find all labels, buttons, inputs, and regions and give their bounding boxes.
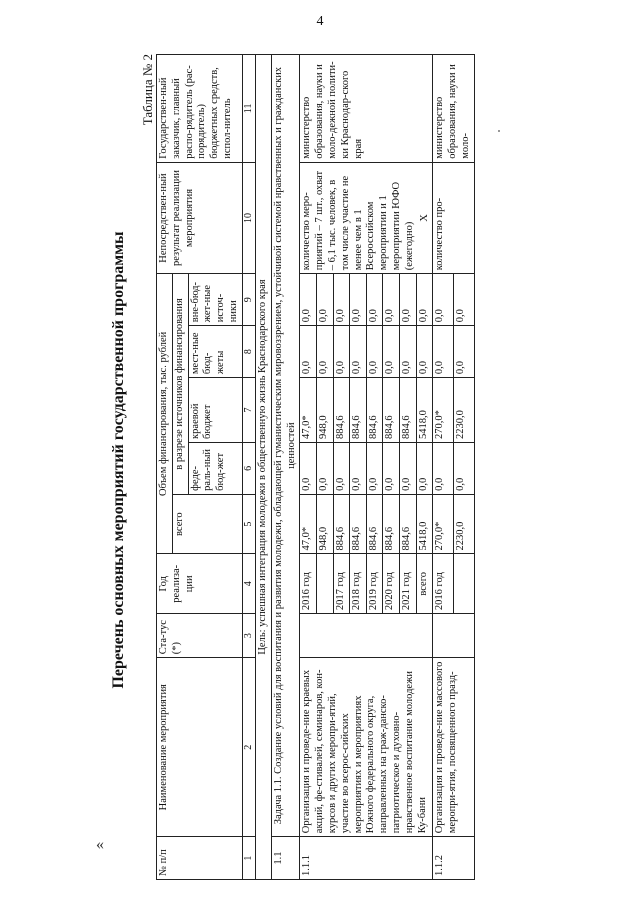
header-name: Наименование мероприятия (157, 658, 243, 837)
row-regional: 948,0 (316, 378, 333, 443)
row-total: 884,6 (350, 494, 367, 554)
row-total: 5418,0 (416, 494, 433, 554)
row-regional: 884,6 (333, 378, 350, 443)
table-row (300, 55, 317, 880)
header-num: № п/п (157, 837, 243, 880)
row-year: 2017 год (333, 554, 350, 614)
col-number: 2 (242, 658, 255, 837)
item-name: Организация и проведе-ние краевых акций, фе-стивалей, семинаров, кон-курсов и других меропри-ятий, участие во всерос-сийских мероприятиях и мероприятиях Южного федерального округа, направленных на граж-данско-патриотическое и духовно-нравственное воспитание молодежи Ку-бани (300, 658, 433, 837)
item-status (433, 614, 474, 658)
row-extra: 0,0 (433, 274, 454, 326)
row-regional: 884,6 (383, 378, 400, 443)
row-total: 884,6 (383, 494, 400, 554)
item-result-mark: Х (418, 214, 430, 222)
item-result: количество про- (433, 162, 474, 274)
col-number: 9 (242, 274, 255, 326)
rotated-content (110, 40, 605, 880)
row-total: 47,0* (300, 494, 317, 554)
column-number-row (242, 55, 255, 880)
row-extra: 0,0 (366, 274, 383, 326)
task-num: 1.1 (271, 837, 300, 880)
row-extra: 0,0 (316, 274, 333, 326)
row-local: 0,0 (333, 326, 350, 378)
header-total: всего (172, 494, 242, 554)
row-extra: 0,0 (400, 274, 417, 326)
row-local: 0,0 (350, 326, 367, 378)
col-number: 7 (242, 378, 255, 443)
row-federal: 0,0 (333, 442, 350, 494)
row-federal: 0,0 (416, 442, 433, 494)
row-local: 0,0 (433, 326, 454, 378)
header-regional: краевой бюджет (188, 378, 242, 443)
goal-text: Цель: успешная интеграция молодежи в общественную жизнь Краснодарского края (255, 55, 271, 880)
quote-mark: « (96, 836, 104, 853)
row-year: 2020 год (383, 554, 400, 614)
row-year: всего (416, 554, 433, 614)
item-customer: министерство образования, науки и моло- (433, 55, 474, 163)
header-result: Непосредствен-ный результат реализации мероприятия (157, 162, 243, 274)
item-result (300, 162, 433, 274)
col-number: 6 (242, 442, 255, 494)
table-label: Таблица № 2 (140, 54, 155, 126)
row-regional: 5418,0 (416, 378, 433, 443)
row-federal: 0,0 (316, 442, 333, 494)
header-extra: вне-бюд-жет-ные источ-ники (188, 274, 242, 326)
row-extra: 0,0 (350, 274, 367, 326)
item-num: 1.1.2 (433, 837, 474, 880)
item-status (300, 614, 433, 658)
row-federal: 0,0 (454, 442, 475, 494)
row-regional: 884,6 (400, 378, 417, 443)
col-number: 5 (242, 494, 255, 554)
row-federal: 0,0 (366, 442, 383, 494)
col-number: 10 (242, 162, 255, 274)
row-local: 0,0 (383, 326, 400, 378)
row-federal: 0,0 (400, 442, 417, 494)
header-customer: Государствен-ный заказчик, главный распо-рядитель (рас-порядитель) бюджетных средств, испол-нитель (157, 55, 243, 163)
row-extra: 0,0 (383, 274, 400, 326)
task-row (271, 55, 300, 880)
row-year (316, 554, 333, 614)
row-federal: 0,0 (350, 442, 367, 494)
document-title: Перечень основных мероприятий государственной программы (110, 231, 127, 689)
header-federal: феде-раль-ный бюд-жет (188, 442, 242, 494)
row-total: 884,6 (333, 494, 350, 554)
row-year: 2016 год (433, 554, 454, 614)
row-local: 0,0 (400, 326, 417, 378)
goal-row (255, 55, 271, 880)
row-regional: 47,0* (300, 378, 317, 443)
col-number: 4 (242, 554, 255, 614)
header-volume: Объем финансирования, тыс. рублей (157, 274, 173, 554)
row-local: 0,0 (300, 326, 317, 378)
row-year: 2018 год (350, 554, 367, 614)
row-extra: 0,0 (300, 274, 317, 326)
header-year: Год реализа-ции (157, 554, 243, 614)
item-name: Организация и проведе-ние массового меропри-ятия, посвященного празд- (433, 658, 474, 837)
row-regional: 2230,0 (454, 378, 475, 443)
row-federal: 0,0 (433, 442, 454, 494)
row-regional: 884,6 (366, 378, 383, 443)
row-total: 270,0* (433, 494, 454, 554)
row-year: 2019 год (366, 554, 383, 614)
row-regional: 270,0* (433, 378, 454, 443)
row-year: 2016 год (300, 554, 317, 614)
row-total: 884,6 (366, 494, 383, 554)
programme-table (156, 54, 475, 880)
page-number: 4 (316, 14, 324, 29)
row-local: 0,0 (366, 326, 383, 378)
task-text: Задача 1.1. Создание условий для воспитания и развития молодежи, обладающей гуманистическим мировоззрением, устойчивой системой нравственных и гражданских ценностей (271, 55, 300, 837)
col-number: 3 (242, 614, 255, 658)
row-year (454, 554, 475, 614)
header-status: Ста-тус (*) (157, 614, 243, 658)
row-extra: 0,0 (454, 274, 475, 326)
col-number: 8 (242, 326, 255, 378)
col-number: 11 (242, 55, 255, 163)
row-total: 2230,0 (454, 494, 475, 554)
col-number: 1 (242, 837, 255, 880)
item-customer: министерство образования, науки и моло-дежной полити-ки Краснодар-ского края (300, 55, 433, 163)
header-row-1 (157, 55, 173, 880)
table-row (433, 55, 454, 880)
header-by-sources: в разрезе источников финансирования (172, 274, 188, 495)
row-local: 0,0 (454, 326, 475, 378)
row-regional: 884,6 (350, 378, 367, 443)
row-year: 2021 год (400, 554, 417, 614)
header-local: мест-ные бюд-жеты (188, 326, 242, 378)
row-total: 884,6 (400, 494, 417, 554)
row-federal: 0,0 (383, 442, 400, 494)
item-result-text: количество меро-приятий – 7 шт., охват – 6,1 тыс. человек, в том числе участие не менее чем в 1 Всероссийском мероприятии и 1 мероприятии ЮФО (ежегодно) (301, 170, 415, 271)
item-num: 1.1.1 (300, 837, 433, 880)
row-local: 0,0 (316, 326, 333, 378)
row-federal: 0,0 (300, 442, 317, 494)
row-local: 0,0 (416, 326, 433, 378)
row-extra: 0,0 (333, 274, 350, 326)
row-extra: 0,0 (416, 274, 433, 326)
row-total: 948,0 (316, 494, 333, 554)
